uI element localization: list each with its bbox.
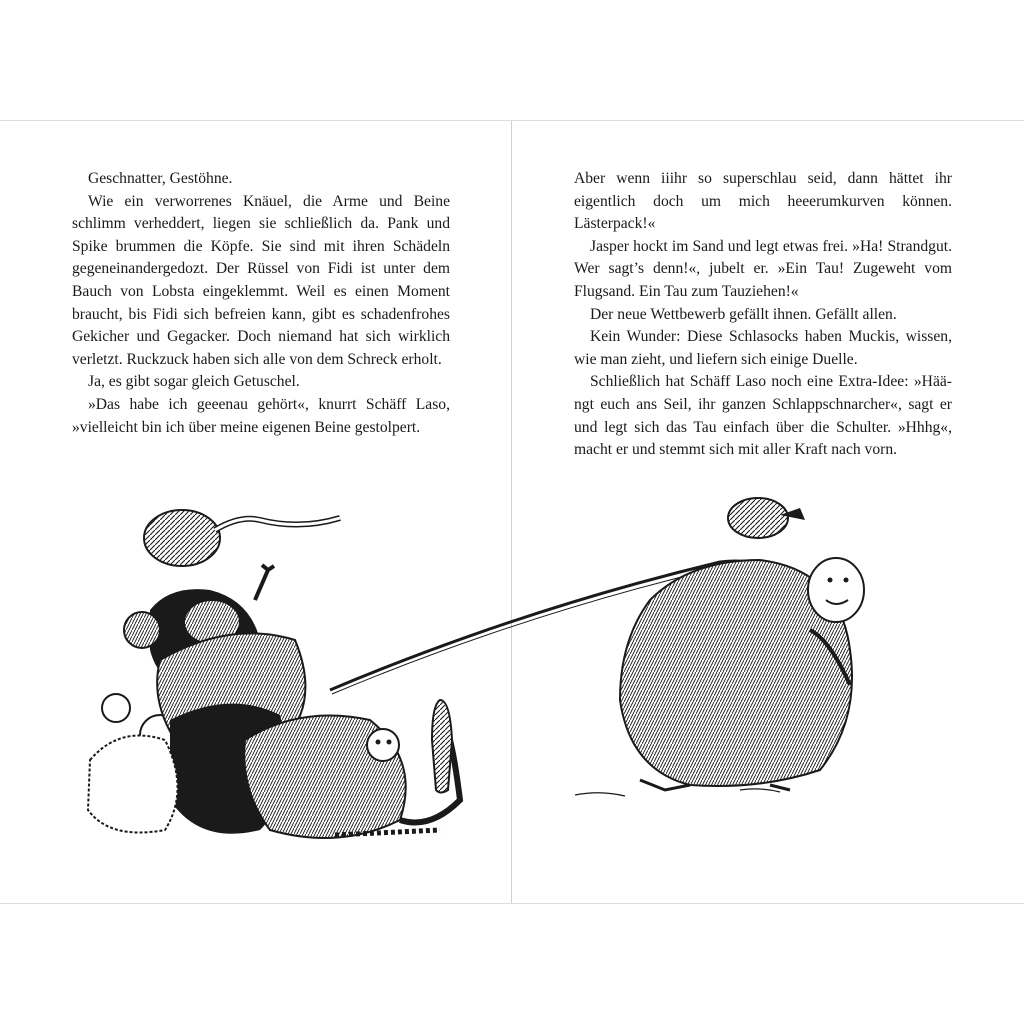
right-paragraph: Jasper hockt im Sand und legt etwas frei. »Ha! Strandgut. Wer sagt’s denn!«, jubelt er. »Ein Tau! Zugeweht vom Flugsand. Ein Tau zum Tauziehen!« (574, 237, 952, 300)
right-paragraph: Der neue Wettbewerb gefällt ihnen. Gefällt allen. (590, 305, 897, 323)
right-paragraph: Kein Wunder: Diese Schlasocks haben Muckis, wissen, wie man zieht, und liefern sich einige Duelle. (574, 328, 952, 368)
right-creature (575, 498, 864, 796)
hanging-brush (432, 700, 452, 793)
ground-scribble (575, 789, 780, 796)
small-creature-head (124, 612, 160, 648)
rider-head (728, 498, 788, 538)
spiky-head (144, 510, 220, 566)
right-paragraph: Schließlich hat Schäff Laso noch eine Extra-Idee: »Häängt euch ans Seil, ihr ganzen Schlappschnarcher«, sagt er und legt sich das Tau einfach über die Schulter. »Hhhg«, macht er und stemmt sich mit aller Kraft nach vorn. (574, 373, 952, 459)
left-paragraph: Geschnatter, Gestöhne. (88, 170, 233, 187)
left-paragraph: »Das habe ich geeenau gehört«, knurrt Schäff Laso, »vielleicht bin ich über meine eigenen Beine gestolpert. (72, 395, 450, 436)
creature-face (808, 558, 864, 622)
fluffy-creature (88, 736, 178, 833)
right-paragraph: Aber wenn iiihr so superschlau seid, dann hättet ihr eigentlich doch um mich heeerumkurven können. Lästerpack!« (574, 170, 952, 233)
left-creature-group (88, 510, 460, 838)
left-paragraph: Ja, es gibt sogar gleich Getuschel. (88, 373, 300, 391)
left-paragraph: Wie ein verworrenes Knäuel, die Arme und Beine schlimm verheddert, liegen sie schließlich da. Pank und Spike brummen die Köpfe. Sie sind mit ihren Schädeln gegeneinandergedozt. Der Rüssel von Fidi ist unter dem Bauch von Lobsta eingeklemmt. Weil es einen Moment braucht, bis Fidi sich befreien kann, gibt es schadenfrohes Gekicher und Gegacker. Doch niemand hat sich wirklich verletzt. Ruckzuck haben sich alle von dem Schreck erholt. (72, 192, 450, 368)
